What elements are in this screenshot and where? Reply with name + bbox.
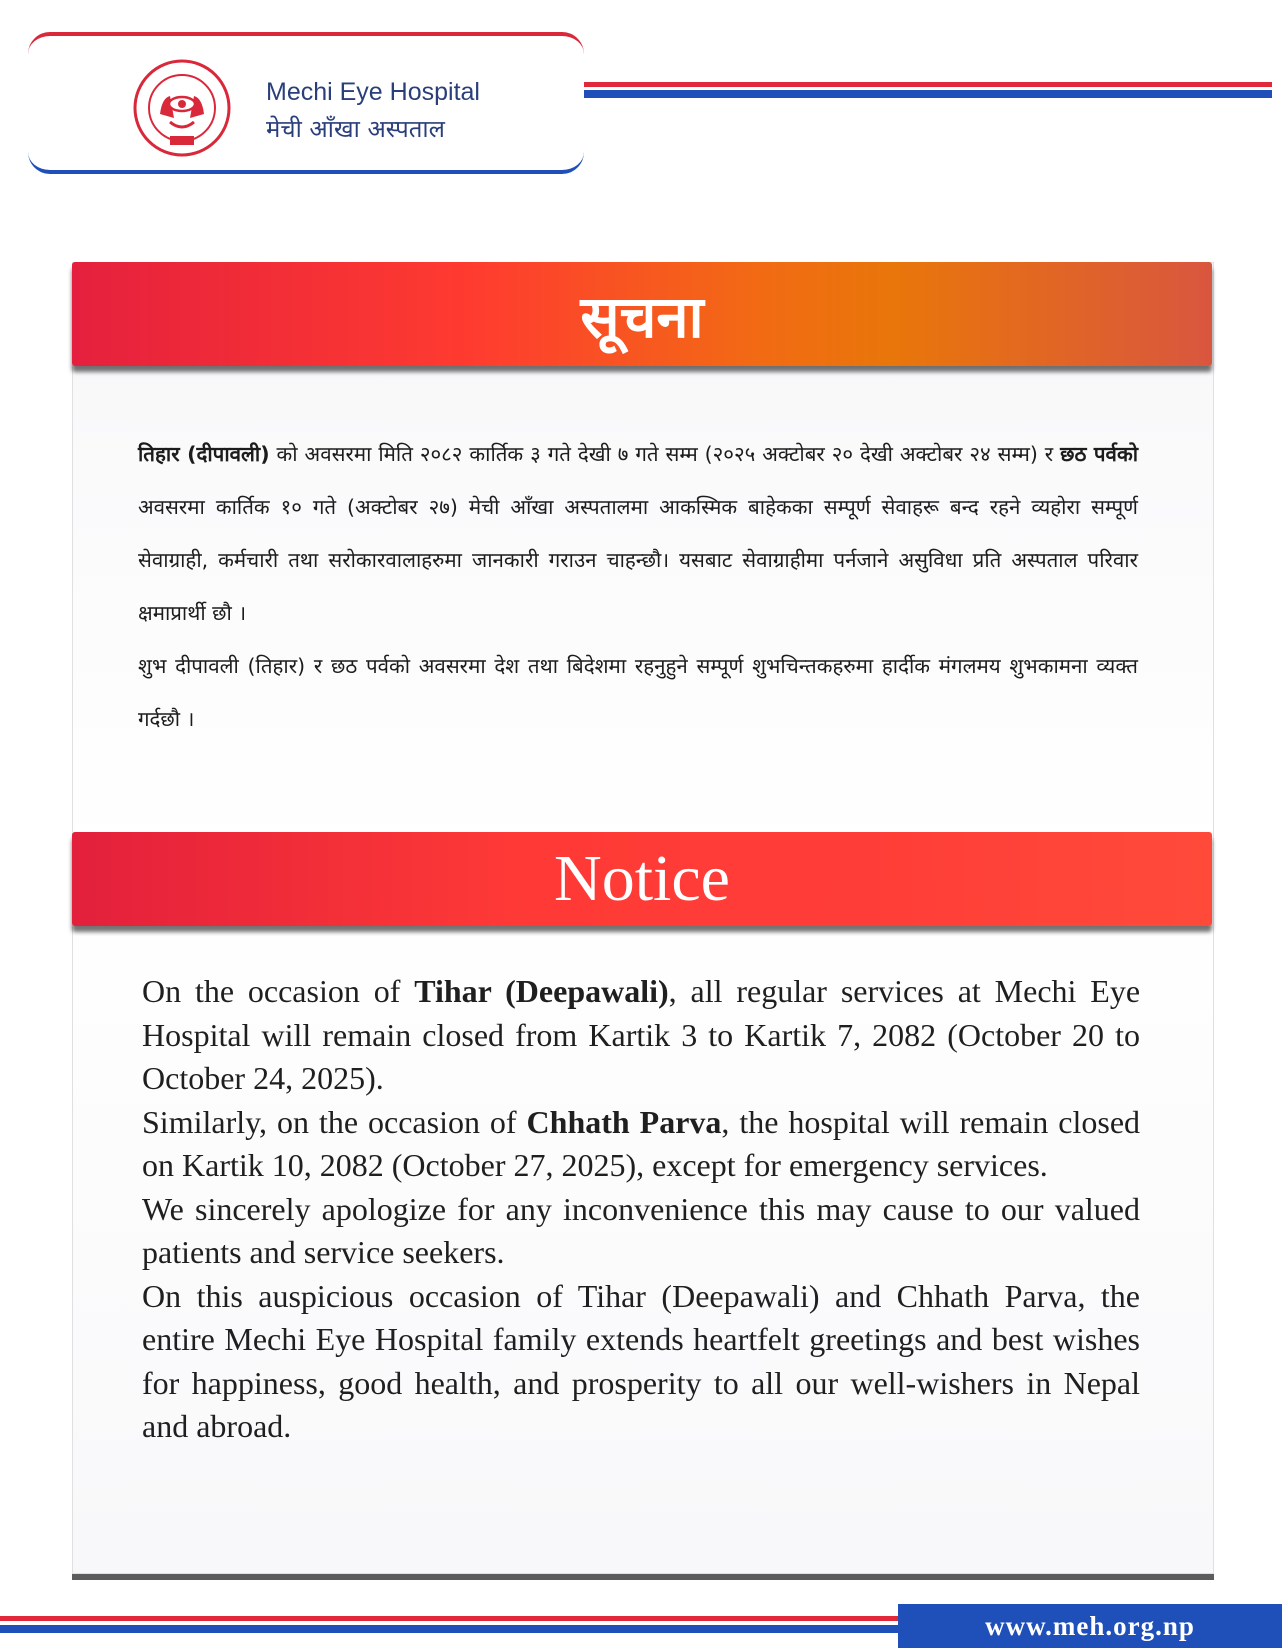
- header-stripe-blue: [584, 90, 1272, 98]
- english-paragraph-2: [142, 1101, 1140, 1188]
- notice-body-nepali: [138, 428, 1138, 746]
- english-paragraph-3: We sincerely apologize for any inconvenience this may cause to our valued patients and service seekers.: [142, 1190, 1140, 1270]
- english-paragraph-1: [142, 970, 1140, 1101]
- text-span: Similarly, on the occasion of: [142, 1103, 527, 1140]
- text-span: अवसरमा कार्तिक १० गते (अक्टोबर २७) मेची आँखा अस्पतालमा आकस्मिक बाहेकका सम्पूर्ण सेवाहरू बन्द रहने व्यहोरा सम्पूर्ण सेवाग्राही, कर्मचारी तथा सरोकारवालाहरुमा जानकारी गराउन चाहन्छौ। यसबाट सेवाग्राहीमा पर्नजाने असुविधा प्रति अस्पताल परिवार क्षमाप्रार्थी छौ ।: [138, 495, 1138, 625]
- highlight-chhath: छठ पर्वको: [1060, 442, 1139, 466]
- nepali-paragraph-1: [138, 428, 1138, 640]
- highlight-tihar: तिहार (दीपावली): [138, 442, 270, 466]
- text-span: On the occasion of: [142, 973, 415, 1009]
- highlight-tihar: Tihar (Deepawali): [414, 973, 669, 1009]
- highlight-chhath: Chhath Parva: [526, 1103, 722, 1140]
- hospital-name-nepali: मेची आँखा अस्पताल: [266, 115, 445, 143]
- hospital-name-english: Mechi Eye Hospital: [266, 78, 480, 106]
- eye-hands-logo-icon: [132, 58, 232, 158]
- header-card: [28, 32, 584, 174]
- nepali-paragraph-2: शुभ दीपावली (तिहार) र छठ पर्वको अवसरमा देश तथा बिदेशमा रहनुहुने सम्पूर्ण शुभचिन्तकहरुमा हार्दीक मंगलमय शुभकामना व्यक्त गर्दछौ ।: [138, 654, 1138, 731]
- notice-body-english: [142, 970, 1140, 1449]
- text-span: , the hospital will remain closed on Kartik 10, 2082 (October 27, 2025), except for emergency services.: [142, 1103, 1141, 1183]
- english-paragraph-4: On this auspicious occasion of Tihar (Deepawali) and Chhath Parva, the entire Mechi Eye Hospital family extends heartfelt greetings and best wishes for happiness, good health, and prosperity to all our well-wishers in Nepal and abroad.: [142, 1277, 1140, 1444]
- notice-title-nepali: सूचना: [72, 262, 1212, 366]
- footer-stripe-red: [0, 1616, 900, 1621]
- website-link[interactable]: www.meh.org.np: [898, 1604, 1282, 1648]
- notice-title-english: Notice: [72, 832, 1212, 926]
- text-span: , all regular services at Mechi Eye Hospital will remain closed from Kartik 3 to Kartik 7, 2082 (October 20 to October 24, 2025).: [142, 973, 1141, 1096]
- footer-stripe-blue: [0, 1625, 900, 1633]
- header-stripe-red: [584, 82, 1272, 87]
- text-span: को अवसरमा मिति २०८२ कार्तिक ३ गते देखी ७ गते सम्म (२०२५ अक्टोबर २० देखी अक्टोबर २४ सम्म) र: [269, 442, 1061, 466]
